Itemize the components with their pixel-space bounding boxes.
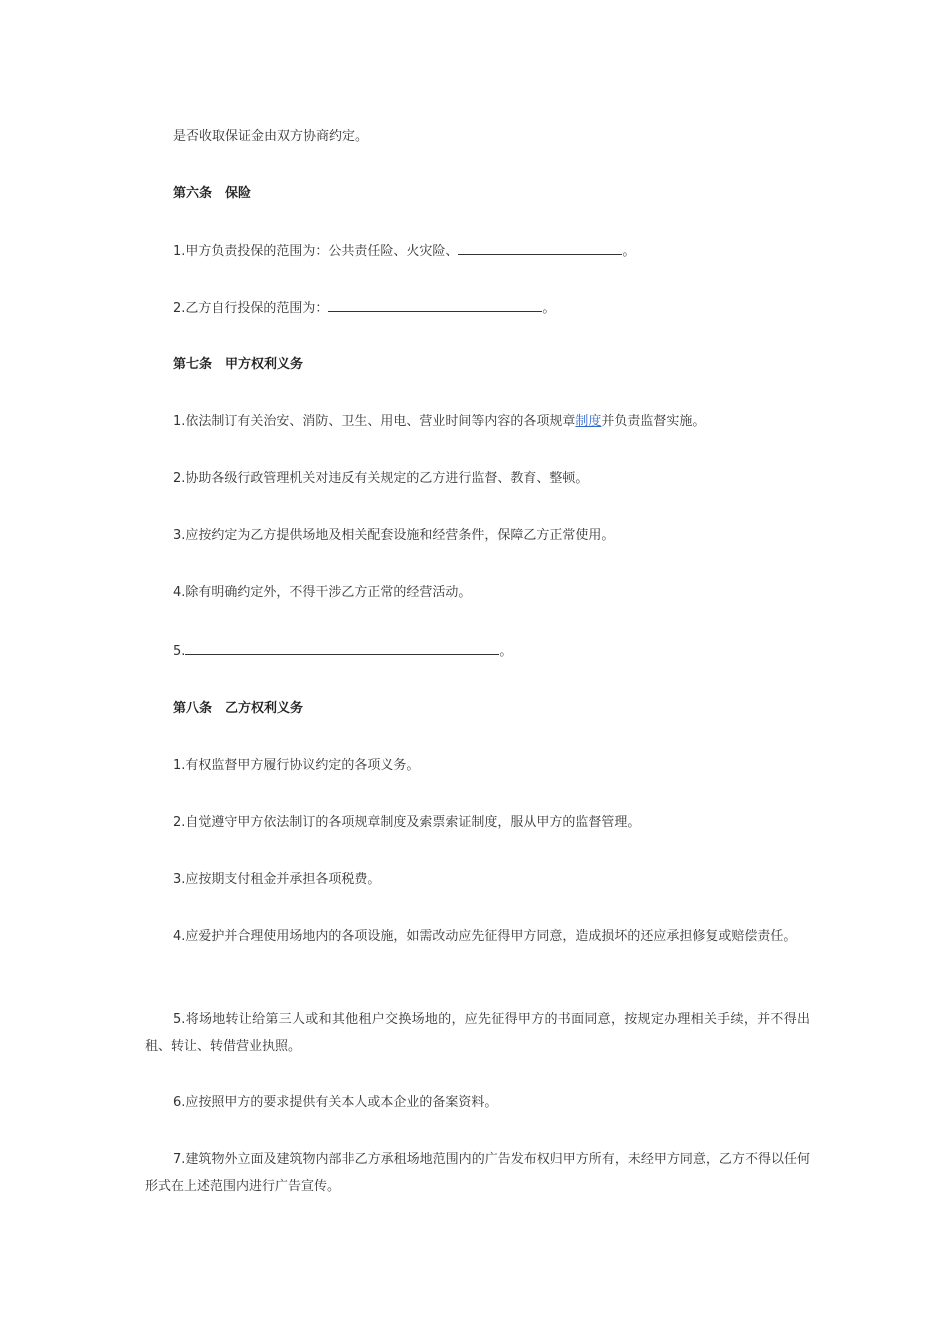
intro-text: 是否收取保证金由双方协商约定。 [173,129,369,144]
fill-in-blank [185,642,499,655]
article-8-heading: 第八条 乙方权利义务 [173,701,304,716]
article-7-item-5-number: 5. [173,644,186,659]
article-8-item-5: 5.将场地转让给第三人或和其他租户交换场地的，应先征得甲方的书面同意，按规定办理相关手续，并不得出租、转让、转借营业执照。 [145,1012,810,1054]
article-8-item-1: 1.有权监督甲方履行协议约定的各项义务。 [173,758,420,773]
article-7-item-5 [173,642,512,661]
regulation-link[interactable]: 制度 [575,414,602,429]
fill-in-blank [458,242,622,255]
article-7-item-2: 2.协助各级行政管理机关对违反有关规定的乙方进行监督、教育、整顿。 [173,471,589,486]
article-7-item-1-text: 1.依法制订有关治安、消防、卫生、用电、营业时间等内容的各项规章 [173,414,576,429]
article-7-item-5-end: 。 [499,644,513,659]
fill-in-blank [328,299,542,312]
article-6-item-1-text: 1.甲方负责投保的范围为：公共责任险、火灾险、 [173,244,459,259]
article-6-item-2-text: 2.乙方自行投保的范围为： [173,301,329,316]
article-7-heading: 第七条 甲方权利义务 [173,357,304,372]
article-8-item-7: 7.建筑物外立面及建筑物内部非乙方承租场地范围内的广告发布权归甲方所有，未经甲方同意，乙方不得以任何形式在上述范围内进行广告宣传。 [145,1152,810,1194]
article-6-item-1-end: 。 [622,244,636,259]
article-6-heading: 第六条 保险 [173,186,252,201]
article-8-item-6: 6.应按照甲方的要求提供有关本人或本企业的备案资料。 [173,1095,498,1110]
article-7-item-4: 4.除有明确约定外，不得干涉乙方正常的经营活动。 [173,585,472,600]
article-7-item-3: 3.应按约定为乙方提供场地及相关配套设施和经营条件，保障乙方正常使用。 [173,528,615,543]
article-7-item-1 [173,413,705,431]
article-6-item-2 [173,299,555,318]
article-8-item-3: 3.应按期支付租金并承担各项税费。 [173,872,381,887]
article-6-item-1 [173,242,635,261]
article-6-item-2-end: 。 [542,301,556,316]
article-8-item-4: 4.应爱护并合理使用场地内的各项设施，如需改动应先征得甲方同意，造成损坏的还应承担修复或赔偿责任。 [173,929,797,944]
article-8-item-2: 2.自觉遵守甲方依法制订的各项规章制度及索票索证制度，服从甲方的监督管理。 [173,815,641,830]
article-7-item-1-end: 并负责监督实施。 [601,414,706,429]
